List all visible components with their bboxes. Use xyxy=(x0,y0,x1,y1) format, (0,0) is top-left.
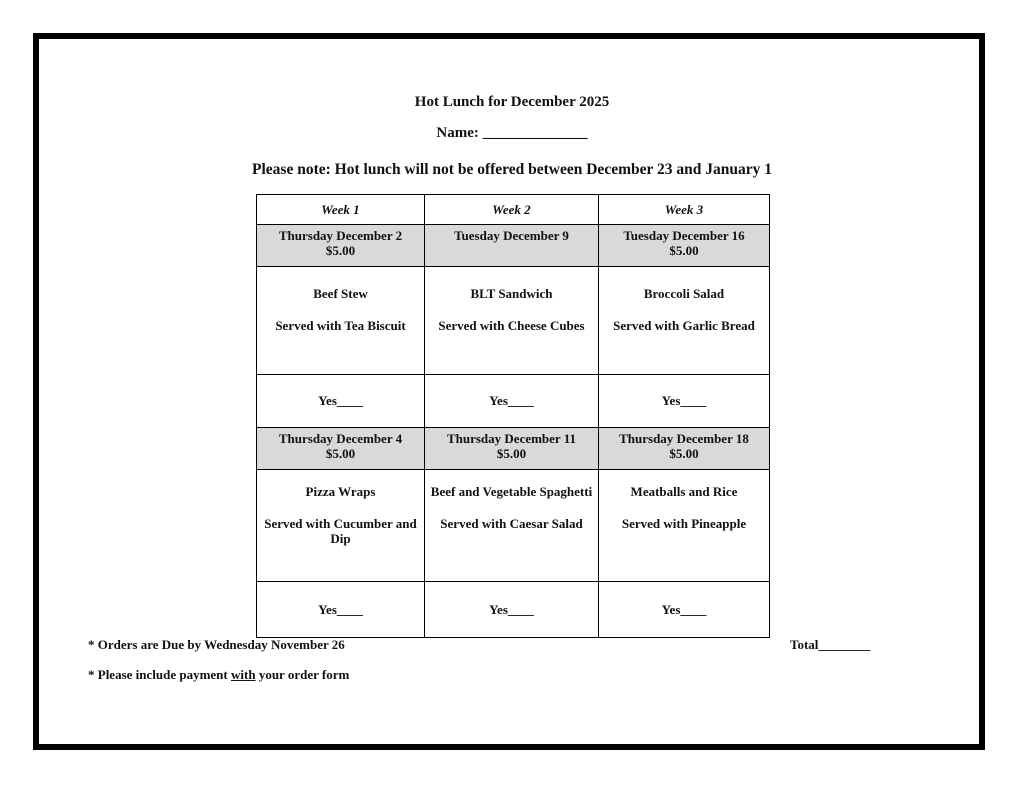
dish-cell xyxy=(599,470,770,582)
yes-order-blank[interactable]: Yes____ xyxy=(257,582,425,638)
side-dish: Served with Pineapple xyxy=(621,516,747,531)
date-label: Thursday December 18 xyxy=(619,431,749,446)
yes-order-blank[interactable]: Yes____ xyxy=(257,375,425,428)
date-row-1 xyxy=(257,225,770,267)
main-dish: Pizza Wraps xyxy=(305,484,376,499)
payment-note-with: with xyxy=(231,667,256,682)
dish-cell xyxy=(425,267,599,375)
week-2-header: Week 2 xyxy=(425,195,599,225)
date-cell xyxy=(599,225,770,267)
order-row-2 xyxy=(257,582,770,638)
dish-cell xyxy=(425,470,599,582)
price-label: $5.00 xyxy=(496,446,527,461)
price-label: $5.00 xyxy=(669,243,699,258)
payment-note-start: * Please include payment xyxy=(88,667,231,682)
date-label: Thursday December 4 xyxy=(278,431,403,446)
week-3-header: Week 3 xyxy=(599,195,770,225)
date-label: Thursday December 11 xyxy=(446,431,577,446)
payment-note-end: your order form xyxy=(255,667,350,682)
dish-row-1 xyxy=(257,267,770,375)
main-dish: Meatballs and Rice xyxy=(630,484,738,499)
orders-due-note: * Orders are Due by Wednesday November 26 xyxy=(88,637,345,652)
dish-cell xyxy=(257,470,425,582)
side-dish: Served with Caesar Salad xyxy=(440,516,583,531)
date-label: Thursday December 2 xyxy=(278,228,403,243)
week-header-row xyxy=(257,195,770,225)
side-dish: Served with Cucumber and Dip xyxy=(264,516,417,546)
yes-order-blank[interactable]: Yes____ xyxy=(599,375,770,428)
price-label: $5.00 xyxy=(669,446,699,461)
date-label: Tuesday December 16 xyxy=(623,228,745,243)
week-1-header: Week 1 xyxy=(257,195,425,225)
holiday-notice: Please note: Hot lunch will not be offered between December 23 and January 1 xyxy=(252,161,772,178)
main-dish: Beef and Vegetable Spaghetti xyxy=(430,484,593,499)
main-dish: BLT Sandwich xyxy=(470,286,553,301)
yes-order-blank[interactable]: Yes____ xyxy=(599,582,770,638)
date-cell xyxy=(425,428,599,470)
payment-note xyxy=(88,667,349,683)
date-label: Tuesday December 9 xyxy=(454,228,569,243)
dish-row-2 xyxy=(257,470,770,582)
document-title: Hot Lunch for December 2025 xyxy=(414,94,610,110)
side-dish: Served with Garlic Bread xyxy=(613,318,755,333)
price-label: $5.00 xyxy=(325,446,356,461)
date-cell xyxy=(425,225,599,267)
yes-order-blank[interactable]: Yes____ xyxy=(425,582,599,638)
dish-cell xyxy=(257,267,425,375)
yes-order-blank[interactable]: Yes____ xyxy=(425,375,599,428)
main-dish: Broccoli Salad xyxy=(643,286,725,301)
main-dish: Beef Stew xyxy=(313,286,368,301)
lunch-menu-table xyxy=(256,194,770,638)
date-cell xyxy=(257,225,425,267)
side-dish: Served with Tea Biscuit xyxy=(275,318,406,333)
dish-cell xyxy=(599,267,770,375)
date-cell xyxy=(599,428,770,470)
side-dish: Served with Cheese Cubes xyxy=(438,318,585,333)
price-label: $5.00 xyxy=(325,243,356,258)
name-field-line: Name: ______________ xyxy=(436,125,588,141)
date-row-2 xyxy=(257,428,770,470)
date-cell xyxy=(257,428,425,470)
total-field[interactable]: Total________ xyxy=(790,637,871,652)
order-row-1 xyxy=(257,375,770,428)
